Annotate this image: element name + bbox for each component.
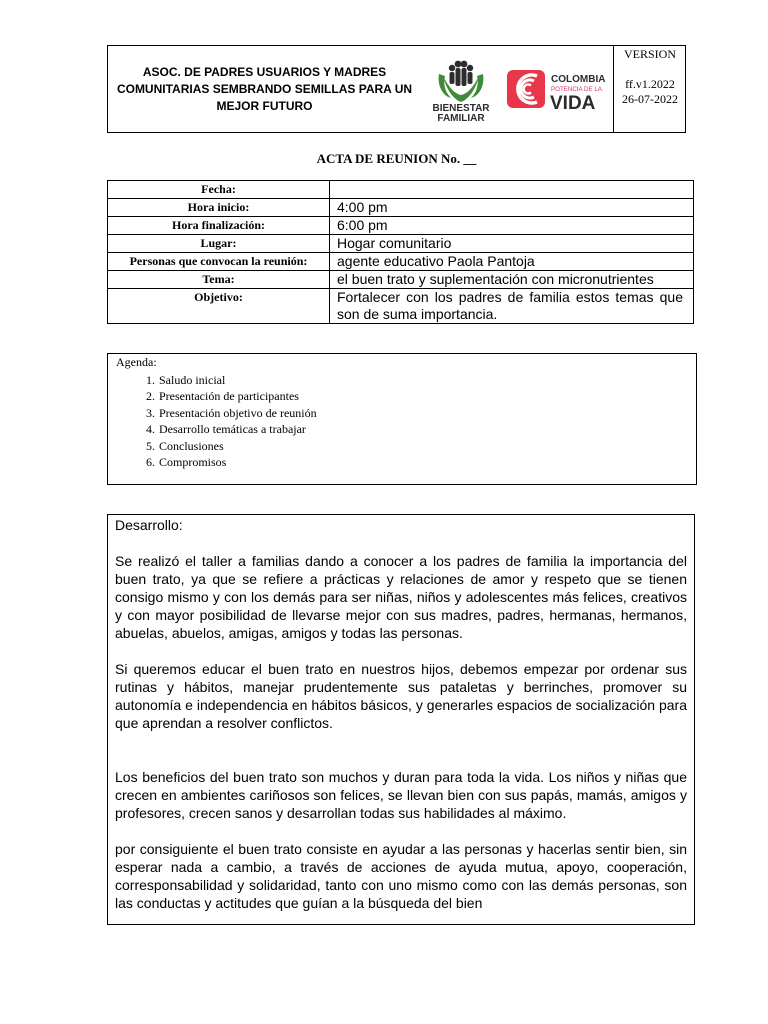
agenda-item-number: 1. xyxy=(146,373,155,387)
agenda-item-number: 5. xyxy=(146,438,155,453)
row-lugar xyxy=(108,235,694,253)
organization-name: ASOC. DE PADRES USUARIOS Y MADRES COMUNITARIAS SEMBRANDO SEMILLAS PARA UN MEJOR FUTURO xyxy=(116,64,413,113)
objetivo-value: Fortalecer con los padres de familia estos temas que son de suma importancia. xyxy=(330,289,694,324)
logos-area xyxy=(421,46,613,132)
agenda-item-text: Desarrollo temáticas a trabajar xyxy=(159,422,306,437)
desarrollo-paragraph-1: Se realizó el taller a familias dando a conocer a los padres de familia la importancia del buen trato, ya que se refiere a prácticas y relaciones de amor y respeto que se tienen consigo mismo y con los demás para ser niñas, niños y adolescentes más felices, creativos y con mayor posibilidad de llevarse mejor con sus madres, padres, hermanas, hermanos, abuelas, abuelos, amigas, amigos y todas las personas. xyxy=(115,553,687,641)
fecha-value xyxy=(330,181,694,199)
convocan-value: agente educativo Paola Pantoja xyxy=(330,253,694,271)
potencia-text: POTENCIA DE LA xyxy=(551,86,602,93)
desarrollo-box xyxy=(107,514,695,925)
agenda-item-number: 2. xyxy=(146,389,155,404)
agenda-item-number: 3. xyxy=(146,405,155,420)
agenda-item-number: 4. xyxy=(146,422,155,437)
desarrollo-heading: Desarrollo: xyxy=(115,517,183,533)
bienestar-text-line1: BIENESTAR xyxy=(432,103,490,114)
desarrollo-paragraph-2: Si queremos educar el buen trato en nuestros hijos, debemos empezar por ordenar sus rutinas y hábitos, manejar prudentemente sus pataletas y berrinches, promover su autonomía e independencia en hábitos básicos, y generarles espacios de socialización para que aprendan a resolver conflictos. xyxy=(115,661,687,731)
colombia-potencia-logo xyxy=(507,70,605,114)
objetivo-label: Objetivo: xyxy=(108,289,330,324)
row-hora-inicio xyxy=(108,199,694,217)
hora-fin-label: Hora finalización: xyxy=(108,217,330,235)
spacer xyxy=(115,750,687,768)
document-title: ACTA DE REUNION No. __ xyxy=(316,151,477,166)
row-objetivo xyxy=(108,289,694,324)
agenda-item-text: Saludo inicial xyxy=(159,373,226,387)
tema-label: Tema: xyxy=(108,271,330,289)
spacer xyxy=(115,642,687,660)
meeting-info-table xyxy=(107,180,694,324)
row-convocan xyxy=(108,253,694,271)
fecha-label: Fecha: xyxy=(108,181,330,199)
agenda-item-number: 6. xyxy=(146,454,155,469)
version-box xyxy=(613,46,686,132)
spacer xyxy=(115,534,687,552)
spacer xyxy=(115,822,687,840)
lugar-label: Lugar: xyxy=(108,235,330,253)
convocan-label: Personas que convocan la reunión: xyxy=(108,253,330,271)
bienestar-text-line2: FAMILIAR xyxy=(437,113,485,124)
agenda-item-text: Conclusiones xyxy=(159,438,224,453)
colombia-text: COLOMBIA xyxy=(551,74,606,85)
agenda-item-text: Presentación objetivo de reunión xyxy=(159,405,317,420)
spacer xyxy=(115,732,687,750)
hora-inicio-value: 4:00 pm xyxy=(330,199,694,217)
agenda-item-text: Compromisos xyxy=(159,454,227,469)
document-header xyxy=(107,45,686,133)
desarrollo-paragraph-4: por consiguiente el buen trato consiste en ayudar a las personas y hacerlas sentir bien, sin esperar nada a cambio, a través de acciones de ayuda mutua, apoyo, cooperación, corresponsabilidad y solidaridad, tanto con uno mismo como con las demás personas, son las conductas y actitudes que guían a la búsqueda del bien xyxy=(115,841,687,911)
hora-inicio-label: Hora inicio: xyxy=(108,199,330,217)
version-date: 26-07-2022 xyxy=(622,92,678,106)
row-tema xyxy=(108,271,694,289)
desarrollo-paragraph-3: Los beneficios del buen trato son muchos y duran para toda la vida. Los niños y niñas que crecen en ambientes cariñosos son felices, se llevan bien con sus papás, mamás, amigos y profesores, crecen sanos y desarrollan todas sus habilidades al máximo. xyxy=(115,769,687,821)
agenda-heading: Agenda: xyxy=(116,355,157,369)
bienestar-familiar-logo xyxy=(432,61,490,124)
agenda-box xyxy=(107,353,697,485)
vida-text: VIDA xyxy=(550,93,596,114)
row-fecha xyxy=(108,181,694,199)
hora-fin-value: 6:00 pm xyxy=(330,217,694,235)
version-code: ff.v1.2022 xyxy=(625,77,675,91)
agenda-item-text: Presentación de participantes xyxy=(159,389,299,404)
version-label: VERSION xyxy=(623,47,676,61)
logos-svg xyxy=(421,46,613,132)
row-hora-fin xyxy=(108,217,694,235)
lugar-value: Hogar comunitario xyxy=(330,235,694,253)
tema-value: el buen trato y suplementación con micronutrientes xyxy=(330,271,694,289)
